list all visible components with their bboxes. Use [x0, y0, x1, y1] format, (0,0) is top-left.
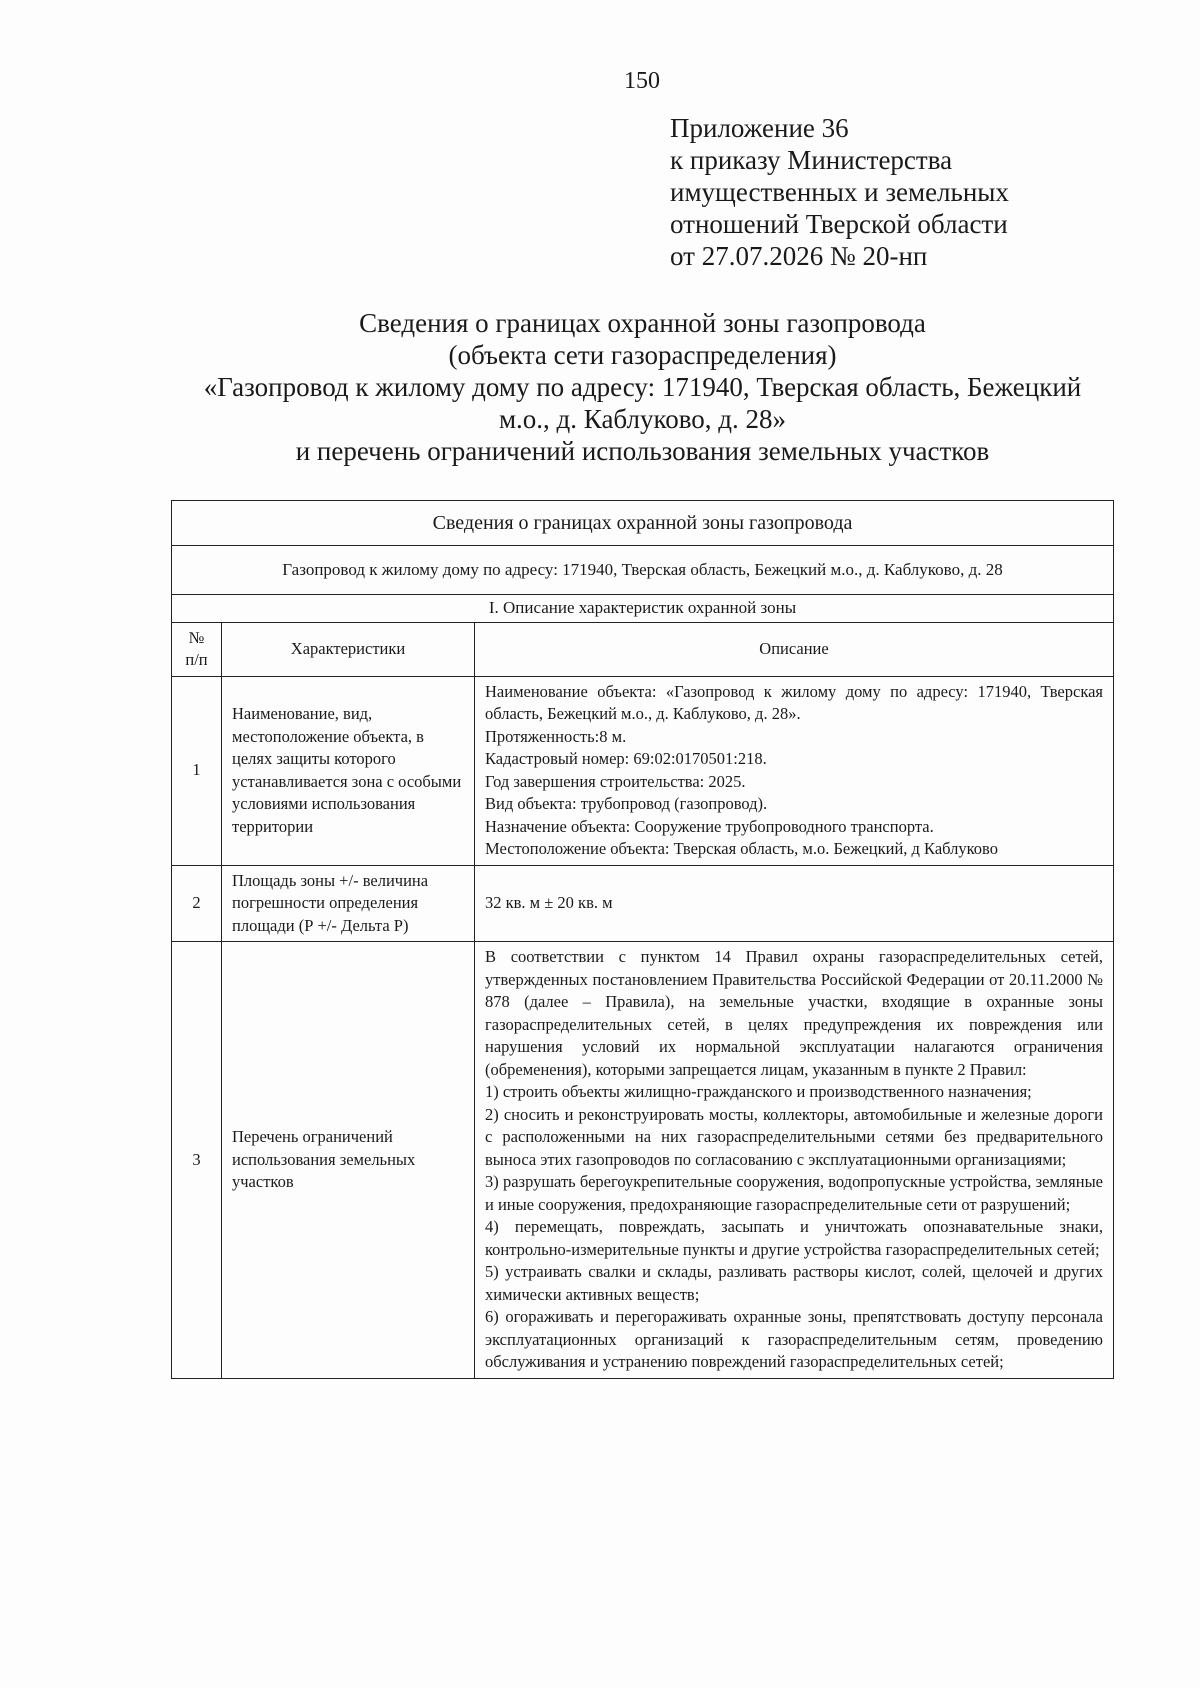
description-paragraph: 1) строить объекты жилищно-гражданского и производственного назначения;	[485, 1082, 1032, 1101]
description-paragraph: 3) разрушать берегоукрепительные сооружения, водопропускные устройства, земляные и иные сооружения, предохраняющие газораспределительные сети от разрушений;	[485, 1172, 1103, 1214]
page-number: 150	[624, 68, 660, 94]
column-header-characteristics: Характеристики	[222, 622, 475, 676]
document-title	[150, 307, 1135, 467]
description-paragraph: В соответствии с пунктом 14 Правил охраны газораспределительных сетей, утвержденных постановлением Правительства Российской Федерации от 20.11.2000 № 878 (далее – Правила), на земельные участки, входящие в охранные зоны газораспределительных сетей, в целях предупреждения их повреждения или нарушения условий их нормальной эксплуатации налагаются ограничения (обременения), которыми запрещается лицам, указанным в пункте 2 Правил:	[485, 947, 1103, 1079]
description-paragraph: Местоположение объекта: Тверская область, м.о. Бежецкий, д Каблуково	[485, 839, 998, 858]
title-line: Сведения о границах охранной зоны газопровода	[359, 308, 926, 338]
description-paragraph: 6) огораживать и перегораживать охранные зоны, препятствовать доступу персонала эксплуатационных организаций к газораспределительным сетям, проведению обслуживания и устранению повреждений газораспределительных сетей;	[485, 1307, 1103, 1371]
row-characteristic: Наименование, вид, местоположение объекта, в целях защиты которого устанавливается зона с особыми условиями использования территории	[222, 676, 475, 865]
annex-line: от 27.07.2026 № 20-нп	[670, 241, 928, 271]
description-paragraph: 2) сносить и реконструировать мосты, коллекторы, автомобильные и железные дороги с расположенными на них газораспределительными сетями без предварительного выноса этих газопроводов по согласованию с эксплуатационными организациями;	[485, 1104, 1103, 1169]
table-header-object: Газопровод к жилому дому по адресу: 171940, Тверская область, Бежецкий м.о., д. Каблуково, д. 28	[172, 546, 1114, 595]
table-header-row	[172, 546, 1114, 595]
annex-line: отношений Тверской области	[670, 209, 1008, 239]
description-paragraph: 32 кв. м ± 20 кв. м	[485, 893, 613, 912]
row-description	[475, 865, 1114, 942]
title-line: «Газопровод к жилому дому по адресу: 171940, Тверская область, Бежецкий	[203, 372, 1082, 402]
annex-line: Приложение 36	[670, 113, 849, 143]
description-paragraph: Кадастровый номер: 69:02:0170501:218.	[485, 749, 767, 768]
description-paragraph: 5) устраивать свалки и склады, разливать растворы кислот, солей, щелочей и других химически активных веществ;	[485, 1262, 1103, 1304]
description-paragraph: Наименование объекта: «Газопровод к жилому дому по адресу: 171940, Тверская область, Бежецкий м.о., д. Каблуково, д. 28».	[485, 681, 1103, 723]
table-row	[172, 865, 1114, 942]
title-line: и перечень ограничений использования земельных участков	[295, 436, 990, 466]
row-characteristic: Перечень ограничений использования земельных участков	[222, 942, 475, 1379]
title-line: м.о., д. Каблуково, д. 28»	[498, 404, 787, 434]
description-paragraph: Назначение объекта: Сооружение трубопроводного транспорта.	[485, 816, 934, 836]
description-paragraph: Год завершения строительства: 2025.	[485, 771, 746, 791]
row-number: 3	[172, 942, 222, 1379]
row-number: 1	[172, 676, 222, 865]
row-description	[475, 676, 1114, 865]
protection-zone-table	[171, 500, 1114, 1379]
column-header-number: № п/п	[172, 622, 222, 676]
table-header-row	[172, 595, 1114, 623]
description-paragraph: Вид объекта: трубопровод (газопровод).	[485, 794, 768, 813]
table-column-header-row	[172, 622, 1114, 676]
table-header-main: Сведения о границах охранной зоны газопровода	[172, 501, 1114, 546]
table-row	[172, 942, 1114, 1379]
table-section-heading: I. Описание характеристик охранной зоны	[172, 595, 1114, 623]
annex-line: имущественных и земельных	[670, 177, 1009, 207]
row-description	[475, 942, 1114, 1379]
title-line: (объекта сети газораспределения)	[448, 340, 837, 370]
column-header-description: Описание	[475, 622, 1114, 676]
row-characteristic: Площадь зоны +/- величина погрешности определения площади (Р +/- Дельта Р)	[222, 865, 475, 942]
description-paragraph: 4) перемещать, повреждать, засыпать и уничтожать опознавательные знаки, контрольно-измерительные пункты и другие устройства газораспределительных сетей;	[485, 1217, 1103, 1259]
description-paragraph: Протяженность:8 м.	[485, 726, 627, 746]
table-row	[172, 676, 1114, 865]
annex-line: к приказу Министерства	[670, 145, 953, 175]
table-header-row	[172, 501, 1114, 546]
annex-block	[670, 112, 1009, 272]
row-number: 2	[172, 865, 222, 942]
